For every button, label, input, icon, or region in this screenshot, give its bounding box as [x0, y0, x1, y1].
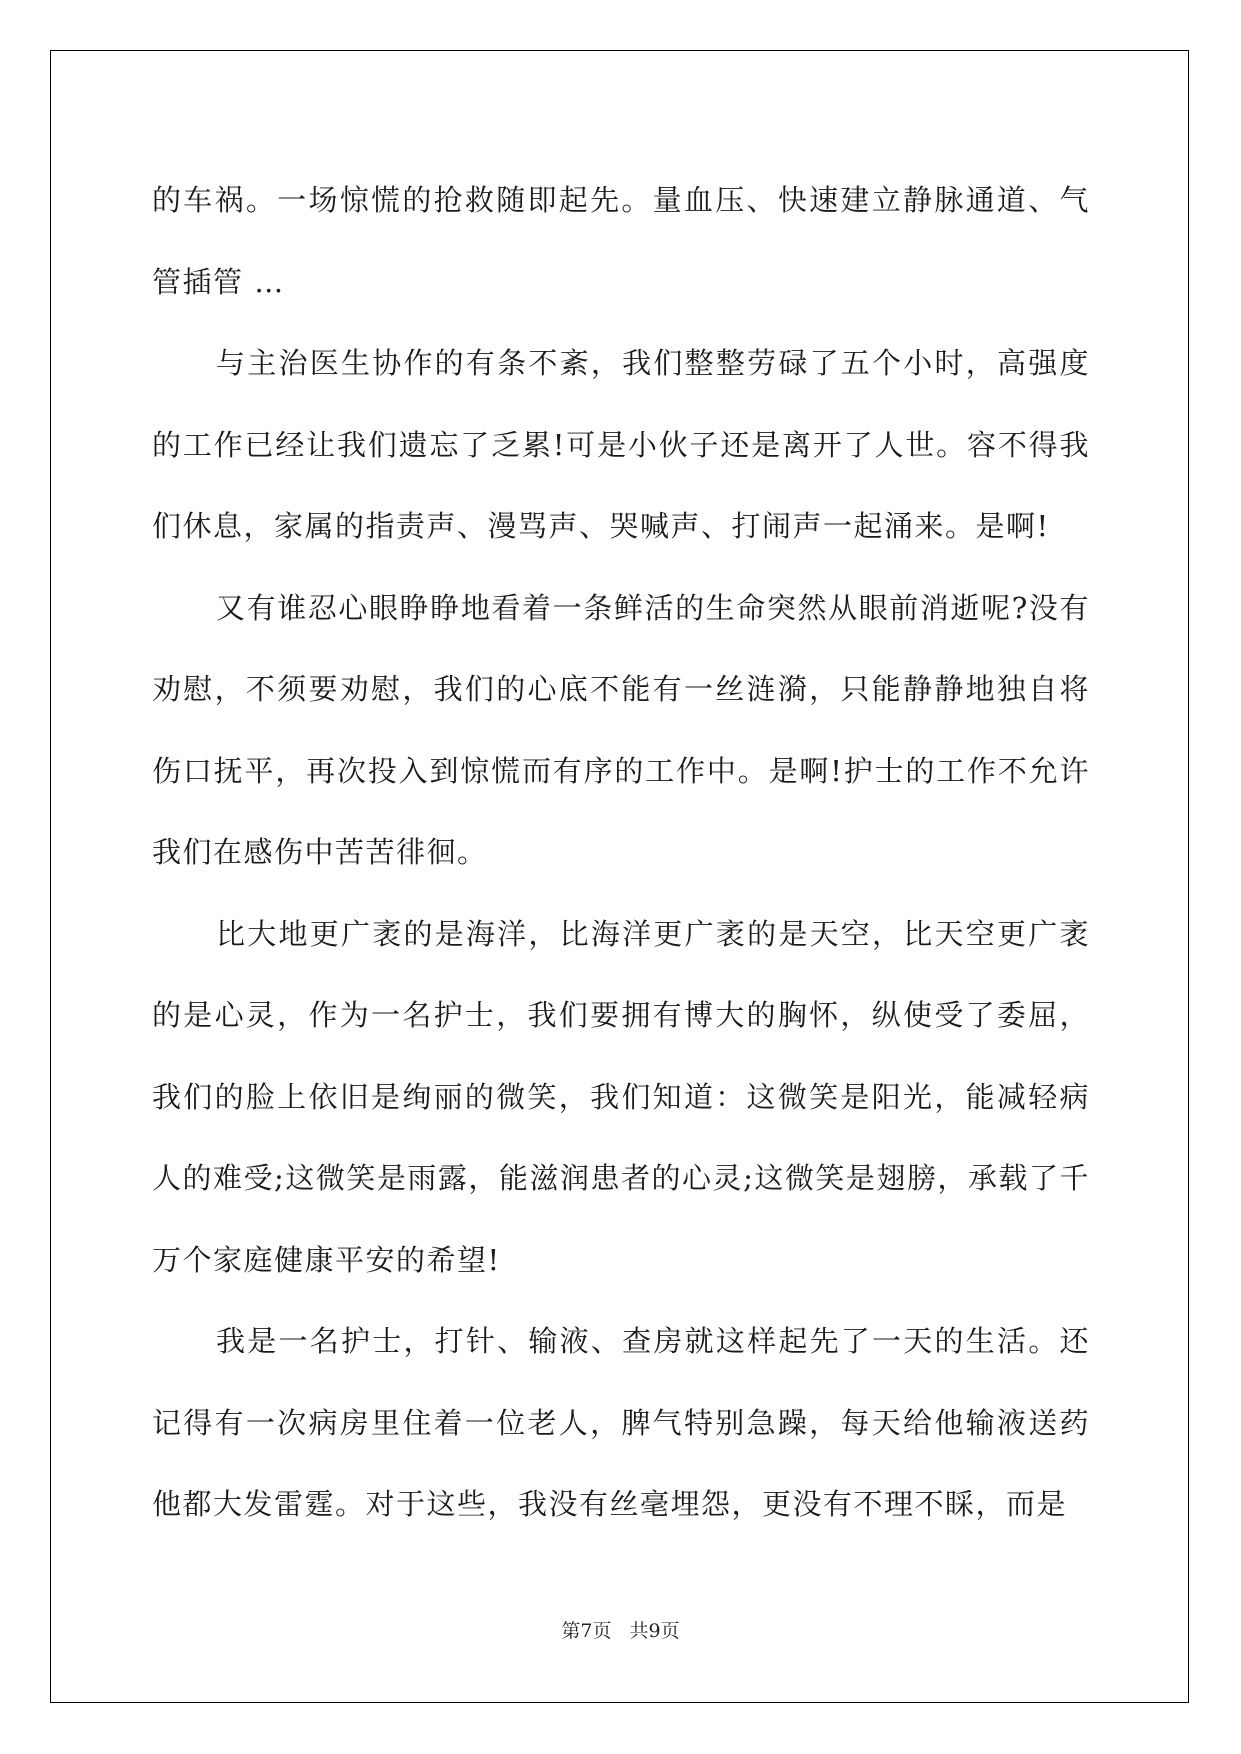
paragraph-4: 比大地更广袤的是海洋，比海洋更广袤的是天空，比天空更广袤的是心灵，作为一名护士，我们要拥有博大的胸怀，纵使受了委屈，我们的脸上依旧是绚丽的微笑，我们知道：这微笑是阳光，能减轻病人的难受;这微笑是雨露，能滋润患者的心灵;这微笑是翅膀，承载了千万个家庭健康平安的希望! — [152, 916, 1090, 1277]
paragraph-2: 与主治医生协作的有条不紊，我们整整劳碌了五个小时，高强度的工作已经让我们遗忘了乏累!可是小伙子还是离开了人世。容不得我们休息，家属的指责声、漫骂声、哭喊声、打闹声一起涌来。是啊! — [152, 346, 1090, 543]
page-footer — [0, 1616, 1241, 1643]
current-page-number: 第7页 — [561, 1620, 612, 1642]
paragraph-3: 又有谁忍心眼睁睁地看着一条鲜活的生命突然从眼前消逝呢?没有劝慰，不须要劝慰，我们的心底不能有一丝涟漪，只能静静地独自将伤口抚平，再次投入到惊慌而有序的工作中。是啊!护士的工作不允许我们在感伤中苦苦徘徊。 — [152, 590, 1090, 869]
document-body — [152, 160, 1090, 1546]
paragraph-1: 的车祸。一场惊慌的抢救随即起先。量血压、快速建立静脉通道、气管插管 … — [152, 183, 1090, 299]
paragraph-5: 我是一名护士，打针、输液、查房就这样起先了一天的生活。还记得有一次病房里住着一位老人，脾气特别急躁，每天给他输液送药他都大发雷霆。对于这些，我没有丝毫埋怨，更没有不理不睬，而是 — [152, 1324, 1090, 1521]
total-pages: 共9页 — [629, 1620, 680, 1642]
